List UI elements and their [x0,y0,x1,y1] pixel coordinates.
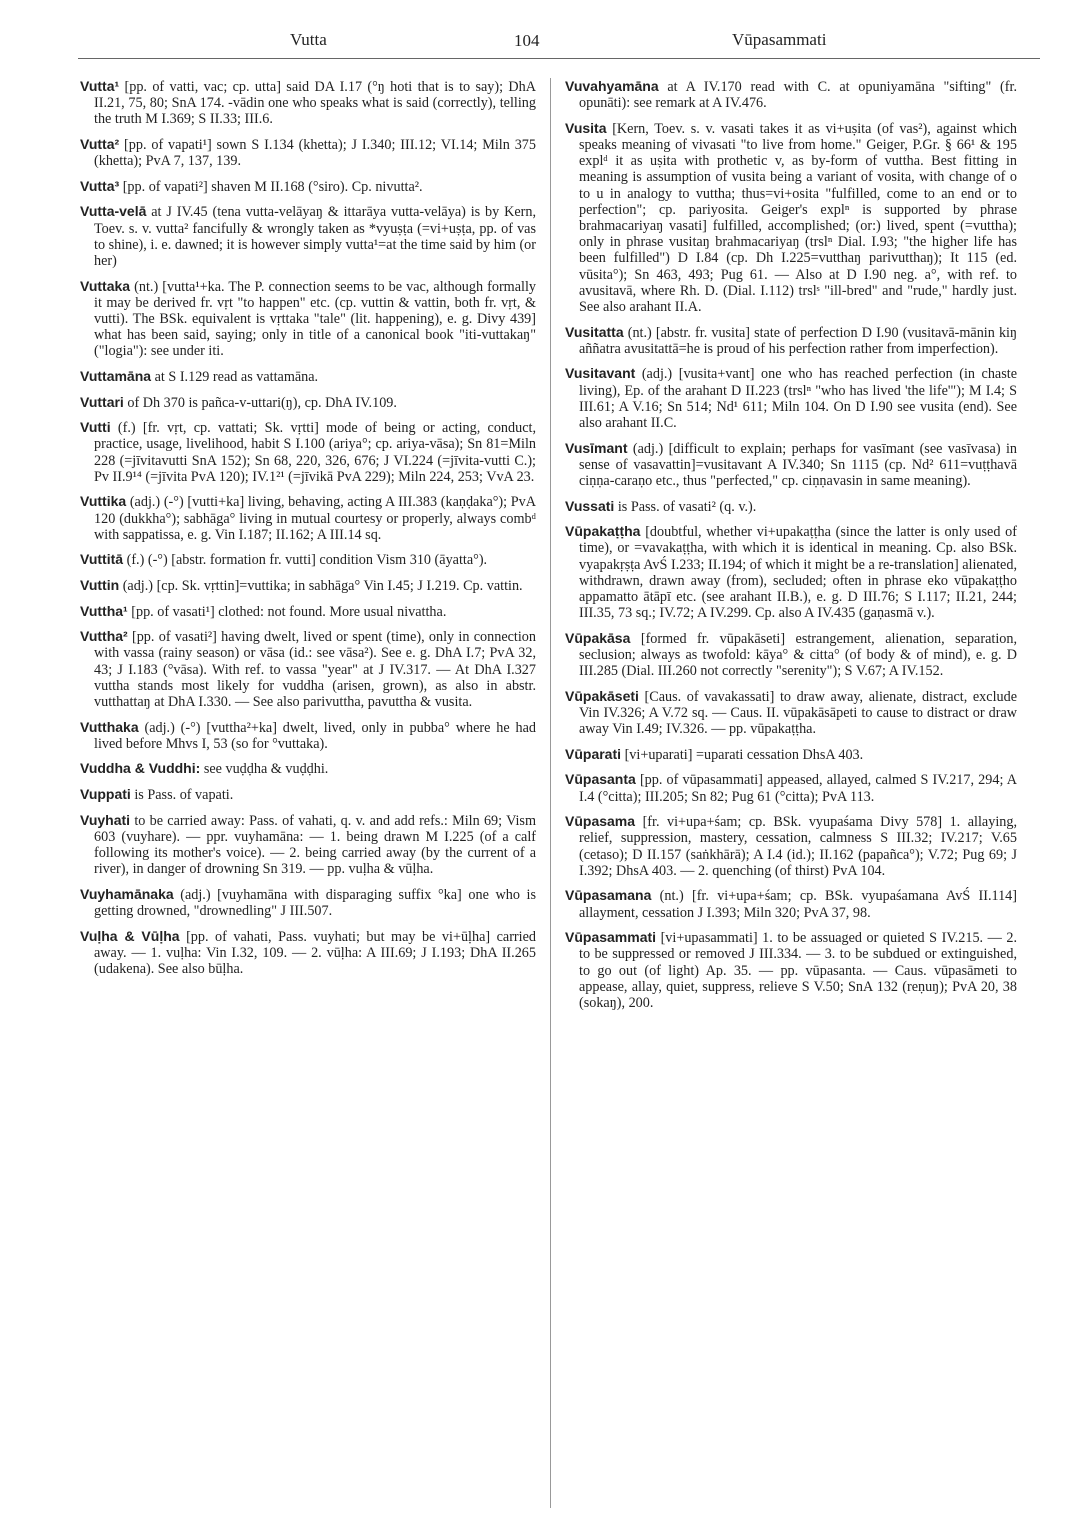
column-divider [550,78,551,1508]
entry-headword: Vuttaka [80,277,131,294]
entry-definition: is Pass. of vapati. [130,786,234,803]
header-right-guide-word: Vūpasammati [732,30,827,49]
entry-definition: [pp. of vatti, vac; cp. utta] said DA I.17 (°ŋ hoti that is to say); DhA II.21, 75, 80; SnA 174. -vādin one who speaks what is said (correctly), telling the truth M I.369; S II.33; III.6. [94,79,536,128]
right-column [565,78,1017,1020]
dictionary-entry [80,886,536,919]
entry-definition: (adj.) [vusita+vant] one who has reached perfection (in chaste living), Ep. of the arahant D II.223 (trslⁿ "who has lived 'the life'"); M I.4; S III.61; A V.16; Sn 514; Nd¹ 611; Miln 104. On D I.90 see vusita (end). See also arahant II.C. [579,366,1017,432]
entry-definition: to be carried away: Pass. of vahati, q. v. and add refs.: Miln 69; Vism 603 (vuyhare). — ppr. vuyhamāna: — 1. being drawn M I.225 (of a calf following its mother's voice). — 2. being carried away (by the current of a river), in danger of drowning Sn 319. — pp. vuḷha & vūḷha. [94,812,536,878]
entry-definition: (nt.) [abstr. fr. vusita] state of perfection D I.90 (vusitavā-mānin kiŋ aññatra avusitattā=he is proud of his perfection rather from imperfection). [579,324,1017,357]
entry-headword: Vūpasanta [565,771,636,788]
entry-headword: Vuddha & Vuddhi: [80,760,201,777]
dictionary-entry [565,120,1017,315]
entry-headword: Vuttin [80,576,120,593]
entry-headword: Vūparati [565,745,622,762]
entry-headword: Vutti [80,419,111,436]
entry-definition: (f.) (-°) [abstr. formation fr. vutti] condition Vism 310 (āyatta°). [123,552,488,569]
page-header [78,30,1040,59]
entry-definition: [vi+upasammati] 1. to be assuaged or quieted S IV.215. — 2. to be suppressed or removed J III.334. — 3. to be subdued or extinguished, to go out (of light) Ap. 35. — pp. vūpasanta. — Caus. vūpasāmeti to appease, allay, quiet, suppress, relieve S V.50; SnA 132 (reṇuŋ); PvA 20, 38 (sokaŋ), 200. [579,930,1017,1012]
entry-headword: Vuyhamānaka [80,885,174,902]
entry-definition: [Caus. of vavakassati] to draw away, alienate, distract, exclude Vin IV.326; A V.72 sq. — Caus. II. vūpakāsāpeti to cause to distract or draw away Vin I.49; IV.326. — pp. vūpakaṭṭha. [579,688,1017,738]
entry-definition: [doubtful, whether vi+upakaṭṭha (since the latter is only used of time), or =vavakaṭṭha, with which it is identical in meaning. Cp. also BSk. vyapakṛṣṭa AvŚ I.233; II.194; of which it might be a re-translation] alienated, withdrawn, drawn away (from), secluded; often in phrase eko vūpakaṭṭho appamatto ātāpī etc. (see arahant II.B.), e. g. D III.76; S I.117; II.21, 244; III.35, 73 sq.; IV.72; A IV.299. Cp. also A IV.435 (gaṇasmā v.). [579,524,1017,622]
entry-headword: Vusita [565,119,607,136]
dictionary-entry [80,812,536,878]
entry-headword: Vuttamāna [80,368,152,384]
dictionary-entry [565,887,1017,920]
dictionary-entry [565,365,1017,431]
dictionary-entry [80,786,536,803]
entry-definition: [pp. of vapati¹] sown S I.134 (khetta); J I.340; III.12; VI.14; Miln 375 (khetta); PvA 7, 137, 139. [94,137,536,170]
entry-headword: Vuttitā [80,551,124,568]
entry-headword: Vutthaka [80,718,139,735]
entry-definition: at J IV.45 (tena vutta-velāyaŋ & ittarāya vutta-velāya) is by Kern, Toev. s. v. vutta² fancifully & wrongly taken as *vyuṣṭa (=vi+uṣṭa, pp. of vas to shine), i. e. dawned; it is however simply vutta¹=at the time said by him (or her) [94,204,536,269]
dictionary-entry [80,577,536,594]
entry-headword: Vutta-velā [80,203,147,220]
entry-headword: Vusitavant [565,365,636,382]
dictionary-entry [565,78,1017,111]
entry-headword: Vuppati [80,785,131,802]
dictionary-entry [565,440,1017,490]
dictionary-entry [80,719,536,752]
entry-headword: Vūpasama [565,813,636,830]
entry-headword: Vuḷha & Vūḷha [80,927,180,944]
entry-definition: (adj.) [difficult to explain; perhaps for vasīmant (see vasīvasa) in sense of vasavattin]=vusitavant A IV.340; Sn 1115 (cp. Nd² 611=vuṭṭhavā ciṇṇa-caraṇo etc., thus "perfected," cp. ciṇṇavasin in same meaning). [579,440,1017,490]
dictionary-entry [80,278,536,360]
entry-definition: is Pass. of vasati² (q. v.). [614,498,757,515]
dictionary-entry [80,78,536,128]
header-left-guide-word: Vutta [290,30,327,49]
entry-headword: Vutta³ [80,177,120,194]
dictionary-entry [80,178,536,195]
entry-headword: Vusīmant [565,439,628,456]
page-number: 104 [514,31,540,50]
entry-definition: [Kern, Toev. s. v. vasati takes it as vi+uṣita (of vas²), against which speaks meaning of vivasati "to live from home." Geiger, P.Gr. § 66¹ & 195 explᵈ it as uṣita with prothetic v, as by-form of vuttha. Best fitting in meaning is assumption of vusita being a variant of vosita, with change of o to u in analogy to vuttha; thus=vi+osita "fulfilled, come to an end or to perfection"; cp. pariyosita. Geiger's explⁿ is supported by phrase brahmacariyaŋ vasati] fulfilled, accomplished; (or:) lived, spent (=vuttha); only in phrase vusitaŋ brahmacariyaŋ (trslⁿ Dial. I.93; "the higher life has been fulfilled") D I.84 (cp. Dh I.225=vutthaŋ parivutthaŋ); It 115 (ed. vūsita°); Sn 463, 493; Pug 61. — Also at D I.90 neg. a°, with ref. to avusitavā, where Rh. D. (Dial. I.112) trslˢ "ill-bred" and "rude," hardly just. See also arahant II.A. [579,120,1017,316]
entry-definition: [formed fr. vūpakāseti] estrangement, alienation, separation, seclusion; always as twofold: kāya° & citta° (of body & of mind), e. g. D III.285 (Dial. III.260 not correctly "serenity"); S V.67; A IV.152. [579,630,1017,680]
entry-headword: Vūpasamana [565,887,652,904]
entry-definition: (f.) [fr. vṛt, cp. vattati; Sk. vṛtti] mode of being or acting, conduct, practice, usage, livelihood, habit S I.100 (ariya°; cp. ariya-vāsa); Sn 81=Miln 228 (=jīvitavutti SnA 152); Sn 68, 220, 326, 676; J VI.224 (=jīvita-vutti C.); Pv II.9¹⁴ (=jīvita PvA 120); IV.1²¹ (=jīvikā PvA 229); Miln 224, 253; VvA 23. [94,420,536,485]
entry-headword: Vussati [565,497,615,514]
entry-headword: Vuttari [80,393,124,410]
entry-headword: Vuttha¹ [80,602,128,619]
entry-definition: [pp. of vapati²] shaven M II.168 (°siro). Cp. nivutta². [119,178,423,195]
entry-definition: of Dh 370 is pañca-v-uttari(ŋ), cp. DhA IV.109. [123,394,397,411]
entry-definition: at A IV.170 read with C. at opuniyamāna "sifting" (fr. opunāti): see remark at A IV.476. [579,79,1017,112]
entry-headword: Vuttika [80,493,127,510]
entry-definition: (adj.) [vuyhamāna with disparaging suffix °ka] one who is getting drowned, "drownedling" J III.507. [94,886,536,919]
entry-definition: (adj.) (-°) [vuttha²+ka] dwelt, lived, only in pubba° where he had lived before Mhvs I, 53 (so for °vuttaka). [94,719,536,752]
entry-definition: [fr. vi+upa+śam; cp. BSk. vyupaśama Divy 578] 1. allaying, relief, suppression, mastery, cessation, calmness S III.32; IV.217; V.65 (cetaso); D II.157 (saṅkhārā); A I.4 (id.); II.162 (papañca°); V.72; Pug 69; J I.392; DhsA 403. — 2. quenching (of thirst) PvA 104. [579,814,1017,879]
entry-definition: see vuḍḍha & vuḍḍhi. [200,761,329,778]
dictionary-entry [80,203,536,269]
entry-headword: Vutta² [80,136,120,152]
entry-definition: (nt.) [fr. vi+upa+śam; cp. BSk. vyupaśamana AvŚ II.114] allayment, cessation J I.393; Miln 320; PvA 37, 98. [579,888,1017,921]
entry-headword: Vuttha² [80,628,128,645]
dictionary-entry [80,603,536,620]
dictionary-entry [565,813,1017,879]
entry-definition: [vi+uparati] =uparati cessation DhsA 403. [621,746,864,763]
entry-definition: [pp. of vahati, Pass. vuyhati; but may be vi+ūḷha] carried away. — 1. vuḷha: Vin I.32, 109. — 2. vūḷha: A III.69; J I.193; DhA II.265 (udakena). See also būḷha. [94,928,536,977]
entry-headword: Vūpakāsa [565,629,631,646]
dictionary-entry [80,394,536,411]
dictionary-entry [80,368,536,385]
entry-headword: Vuyhati [80,811,131,828]
entry-definition: (adj.) [cp. Sk. vṛttin]=vuttika; in sabhāga° Vin I.45; J I.219. Cp. vattin. [119,577,523,594]
entry-headword: Vusitatta [565,323,624,340]
dictionary-entry [565,688,1017,738]
left-column [80,78,536,986]
dictionary-entry [80,760,536,777]
dictionary-entry [565,771,1017,804]
dictionary-entry [80,628,536,710]
entry-definition: (nt.) [vutta¹+ka. The P. connection seems to be vac, although formally it may be derived fr. vṛt "to happen" etc. (cp. vuttin & vattin, both fr. vṛt, & vutti). The BSk. equivalent is vṛttaka "tale" (lit. happening), e. g. Divy 439] what has been said, saying; only in title of a canonical book "iti-vuttakaŋ" ("logia"): see under iti. [94,278,536,360]
dictionary-entry [80,551,536,568]
entry-headword: Vūpakāseti [565,687,639,704]
entry-definition: [pp. of vūpasammati] appeased, allayed, calmed S IV.217, 294; A I.4 (°citta); III.205; Sn 82; Pug 61 (°citta); PvA 113. [579,772,1017,805]
dictionary-entry [565,929,1017,1011]
entry-headword: Vuvahyamāna [565,78,659,94]
entry-definition: [pp. of vasati¹] clothed: not found. More usual nivattha. [127,603,447,620]
entry-definition: at S I.129 read as vattamāna. [151,369,319,385]
dictionary-entry [80,928,536,978]
dictionary-entry [80,493,536,543]
dictionary-entry [80,419,536,485]
dictionary-entry [565,498,1017,515]
dictionary-entry [565,746,1017,763]
dictionary-entry [565,523,1017,621]
entry-headword: Vūpasammati [565,929,657,946]
dictionary-entry [565,630,1017,680]
entry-headword: Vutta¹ [80,78,120,94]
entry-definition: [pp. of vasati²] having dwelt, lived or spent (time), only in connection with vassa (rainy season) or vāsa (id.: see vāsa²). See e. g. DhA I.7; PvA 32, 43; J I.183 (°vāsa). With ref. to vassa "year" at J IV.317. — At DhA I.327 vuttha stands most likely for vuddha (arisen, grown), as also in abstr. vutthattaŋ at DhA I.330. — See also parivuttha, pavuttha & vusita. [94,629,536,710]
dictionary-entry [565,324,1017,357]
entry-definition: (adj.) (-°) [vutti+ka] living, behaving, acting A III.383 (kaṇḍaka°); PvA 120 (dukkha°); sabhāga° living in mutual courtesy or properly, always combᵈ with sappatissa, e. g. Vin I.187; II.162; A III.14 sq. [94,494,536,543]
entry-headword: Vūpakaṭṭha [565,523,641,540]
dictionary-entry [80,136,536,169]
